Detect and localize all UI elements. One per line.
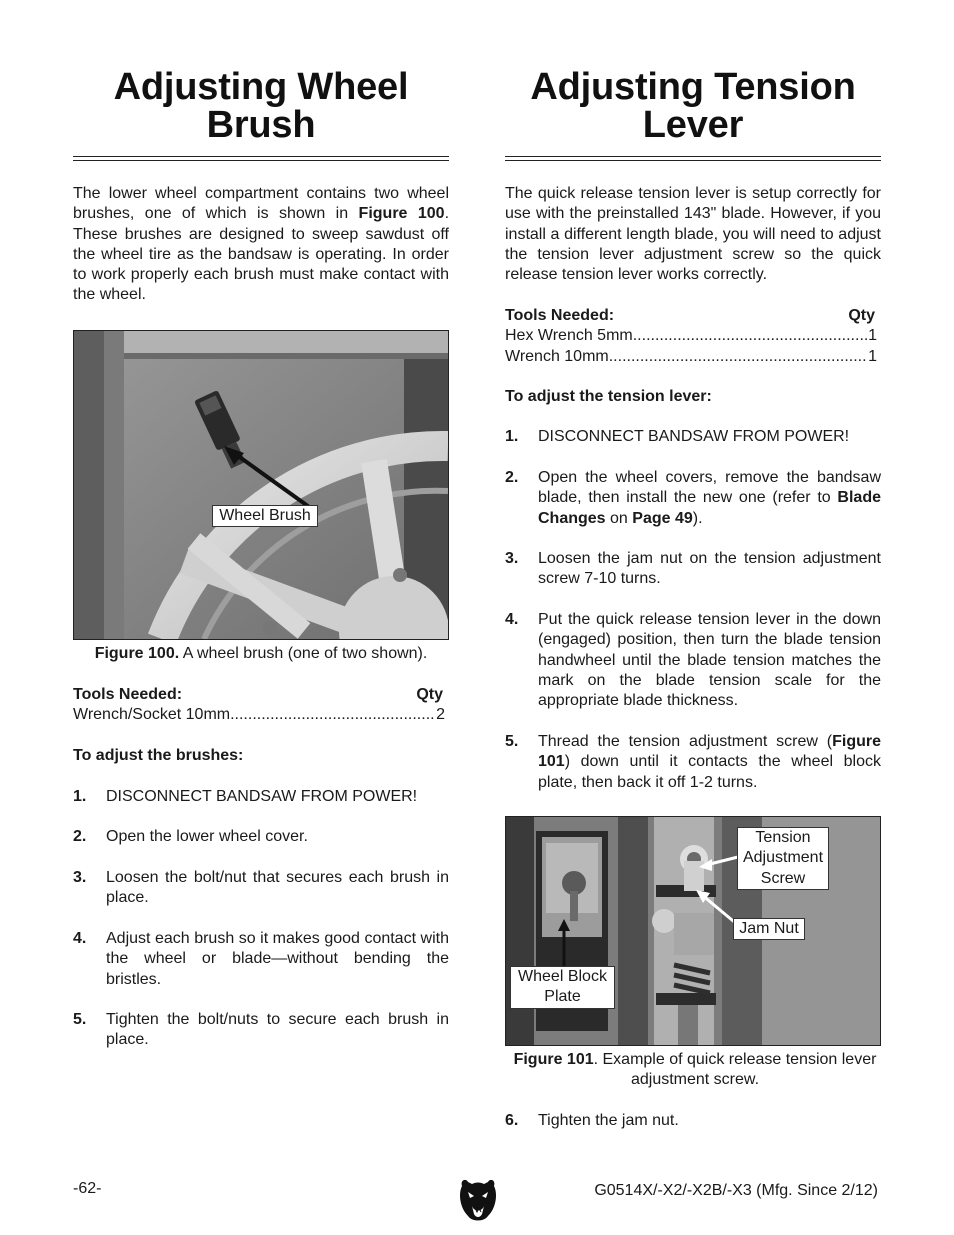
step-number: 6. — [505, 1112, 519, 1129]
step-text-part: on — [605, 509, 633, 527]
tool-name: Wrench 10mm — [505, 347, 609, 365]
wheel-brush-title — [73, 68, 449, 144]
blade-changes-ref: Blade Changes — [538, 489, 881, 527]
figure-100-caption — [73, 644, 449, 664]
tool-qty: 1 — [868, 347, 877, 365]
step-item — [505, 610, 881, 711]
caption-text: A wheel brush (one of two shown). — [179, 645, 428, 662]
title-line-1: Adjusting Tension — [530, 66, 856, 108]
step-item — [505, 468, 881, 529]
model-number: G0514X/-X2/-X2B/-X3 (Mfg. Since 2/12) — [594, 1182, 878, 1199]
page-49-ref: Page 49 — [632, 509, 693, 527]
step-text — [538, 732, 881, 793]
title-line-2: Lever — [642, 104, 744, 146]
tool-leader-dots — [609, 347, 868, 367]
tension-lever-title — [505, 68, 881, 144]
wheel-block-plate-callout: Wheel Block Plate — [510, 966, 615, 1009]
tools-qty-header: Qty — [416, 686, 443, 703]
tools-needed-block — [505, 306, 881, 367]
step-number: 5. — [505, 733, 519, 750]
tool-item — [505, 347, 877, 367]
step-item — [73, 929, 449, 990]
tools-qty-header: Qty — [848, 307, 875, 324]
wheel-brush-intro — [73, 184, 449, 306]
jam-nut-callout: Jam Nut — [733, 918, 805, 940]
bear-logo-icon — [458, 1178, 498, 1224]
step-item — [505, 1111, 881, 1131]
wheel-brush-callout: Wheel Brush — [212, 505, 318, 527]
step-text: Tighten the jam nut. — [538, 1112, 679, 1129]
wheel-brush-illustration — [74, 331, 448, 639]
step-number: 1. — [505, 428, 519, 445]
step-text: Open the lower wheel cover. — [106, 828, 308, 845]
step-text-part: ) down until it contacts the wheel block plate, then back it off 1-2 turns. — [538, 753, 881, 791]
step-item — [505, 427, 881, 447]
tools-header — [505, 306, 875, 326]
title-rule — [73, 156, 449, 161]
step-number: 2. — [73, 828, 87, 845]
tool-item — [73, 705, 445, 725]
step-number: 5. — [73, 1011, 87, 1028]
step-number: 4. — [73, 930, 87, 947]
step-text-part: ). — [692, 509, 703, 527]
title-line-1: Adjusting Wheel — [113, 66, 409, 108]
step-item — [505, 549, 881, 590]
step-number: 4. — [505, 611, 519, 628]
step-number: 1. — [73, 788, 87, 805]
tension-lever-intro: The quick release tension lever is setup correctly for use with the preinstalled 143" blade. However, if you install a different length blade, you will need to adjust the tension lever adjustment screw so the quick release tension lever works correctly. — [505, 185, 881, 284]
step-text: DISCONNECT BANDSAW FROM POWER! — [538, 428, 850, 445]
step-text: Put the quick release tension lever in the down (engaged) position, then turn the blade tension handwheel until the blade tension matches the mark on the blade tension scale for the appropriate blade thickness. — [538, 611, 881, 710]
figure-100-photo — [73, 330, 449, 640]
tools-needed-block — [73, 685, 449, 726]
step-text-part: Thread the tension adjustment screw ( — [538, 733, 833, 750]
procedure-heading: To adjust the brushes: — [73, 747, 244, 764]
tools-header-label: Tools Needed: — [505, 307, 615, 324]
step-number: 2. — [505, 469, 519, 486]
step-item — [73, 787, 449, 807]
tool-item — [505, 326, 877, 346]
step-text-part: Open the wheel covers, remove the bandsaw blade, then install the new one (refer to — [538, 469, 881, 507]
step-item — [73, 868, 449, 909]
tool-leader-dots — [633, 326, 868, 346]
step-text: DISCONNECT BANDSAW FROM POWER! — [106, 788, 418, 805]
step-item — [505, 732, 881, 793]
caption-label: Figure 100. — [94, 645, 180, 662]
step-item — [73, 1010, 449, 1051]
step-number: 3. — [73, 869, 87, 886]
figure-101-caption — [508, 1050, 882, 1091]
tool-name: Hex Wrench 5mm — [505, 327, 633, 345]
step-text: Adjust each brush so it makes good contact with the wheel or blade—without bending the bristles. — [106, 930, 449, 988]
tools-header — [73, 685, 443, 705]
step-item — [73, 827, 449, 847]
tool-qty: 2 — [436, 706, 445, 724]
page-number: -62- — [73, 1180, 102, 1197]
step-text: Loosen the jam nut on the tension adjustment screw 7-10 turns. — [538, 550, 881, 588]
title-line-2: Brush — [206, 104, 316, 146]
tool-name: Wrench/Socket 10mm — [73, 706, 231, 724]
step-text: Tighten the bolt/nuts to secure each brush in place. — [106, 1011, 449, 1049]
step-number: 3. — [505, 550, 519, 567]
step-text: Loosen the bolt/nut that secures each brush in place. — [106, 869, 449, 907]
caption-text: . Example of quick release tension lever adjustment screw. — [593, 1051, 877, 1089]
figure-100-ref: Figure 100 — [358, 205, 445, 223]
procedure-heading: To adjust the tension lever: — [505, 388, 712, 405]
intro-text-2: . These brushes are designed to sweep sawdust off the wheel tire as the bandsaw is operating. In order to work properly each brush must make contact with the wheel. — [73, 205, 450, 304]
tools-header-label: Tools Needed: — [73, 686, 183, 703]
figure-101-ref: Figure 101 — [538, 733, 881, 771]
caption-label: Figure 101 — [513, 1051, 594, 1068]
tool-qty: 1 — [868, 327, 877, 345]
step-text — [538, 468, 881, 529]
tension-screw-callout: Tension Adjustment Screw — [737, 827, 829, 890]
figure-101-photo — [505, 816, 881, 1046]
tool-leader-dots — [230, 705, 436, 725]
title-rule — [505, 156, 881, 161]
intro-text: The lower wheel compartment contains two wheel brushes, one of which is shown in — [73, 185, 449, 223]
